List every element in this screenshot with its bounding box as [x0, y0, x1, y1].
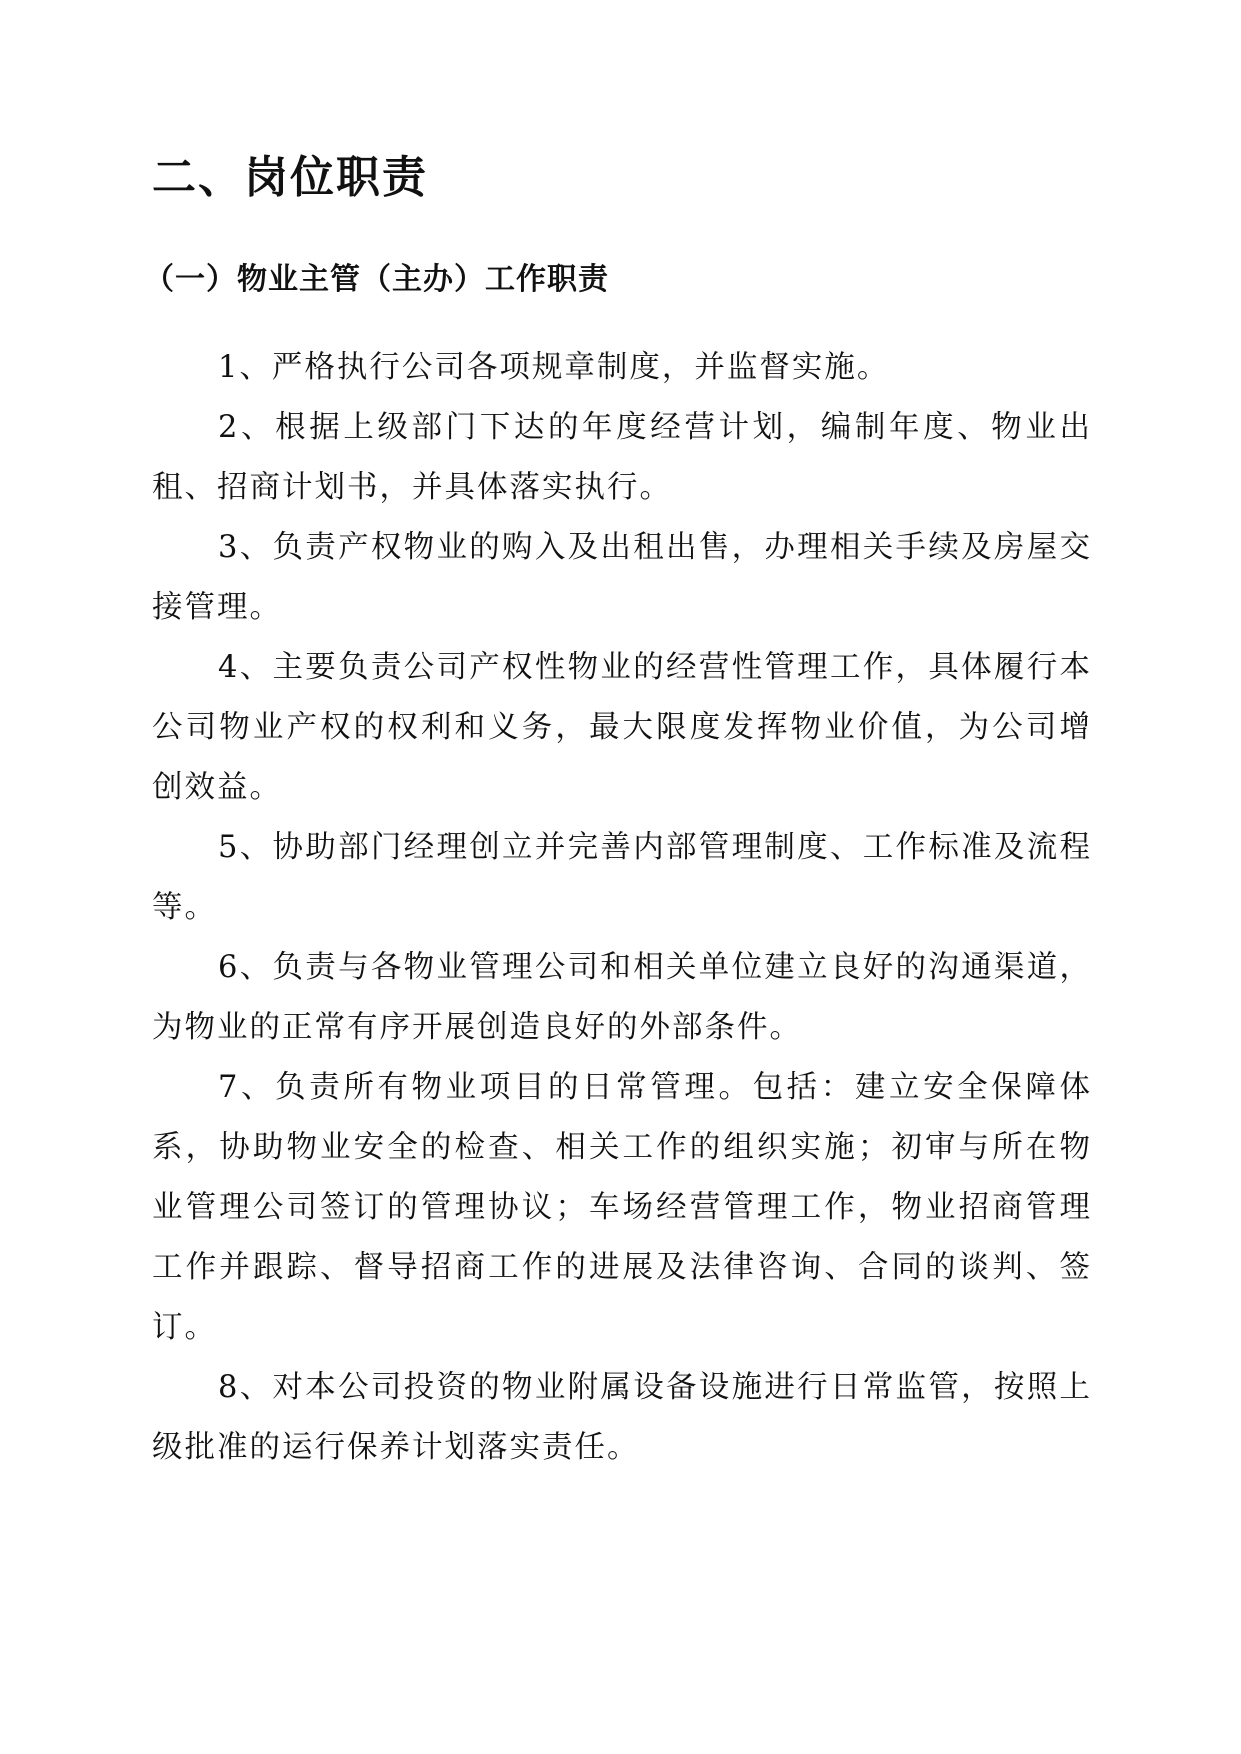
duty-item-3: 3、负责产权物业的购入及出租出售，办理相关手续及房屋交接管理。 [152, 530, 1092, 625]
duty-item-8: 8、对本公司投资的物业附属设备设施进行日常监管，按照上级批准的运行保养计划落实责任。 [152, 1370, 1092, 1465]
duty-item-6: 6、负责与各物业管理公司和相关单位建立良好的沟通渠道，为物业的正常有序开展创造良好的外部条件。 [152, 950, 1092, 1045]
duty-item-2: 2、根据上级部门下达的年度经营计划，编制年度、物业出租、招商计划书，并具体落实执行。 [152, 410, 1092, 505]
duty-item-4: 4、主要负责公司产权性物业的经营性管理工作，具体履行本公司物业产权的权利和义务，最大限度发挥物业价值，为公司增创效益。 [152, 650, 1092, 805]
duty-item-7: 7、负责所有物业项目的日常管理。包括：建立安全保障体系，协助物业安全的检查、相关工作的组织实施；初审与所在物业管理公司签订的管理协议；车场经营管理工作，物业招商管理工作并跟踪、督导招商工作的进展及法律咨询、合同的谈判、签订。 [152, 1070, 1092, 1345]
duty-list [152, 338, 1092, 1478]
duty-item-1: 1、严格执行公司各项规章制度，并监督实施。 [218, 350, 890, 385]
section-title: 二、岗位职责 [152, 152, 428, 203]
duty-item-5: 5、协助部门经理创立并完善内部管理制度、工作标准及流程等。 [152, 830, 1092, 925]
subsection-title: （一）物业主管（主办）工作职责 [144, 262, 609, 297]
document-content [144, 148, 1092, 1478]
